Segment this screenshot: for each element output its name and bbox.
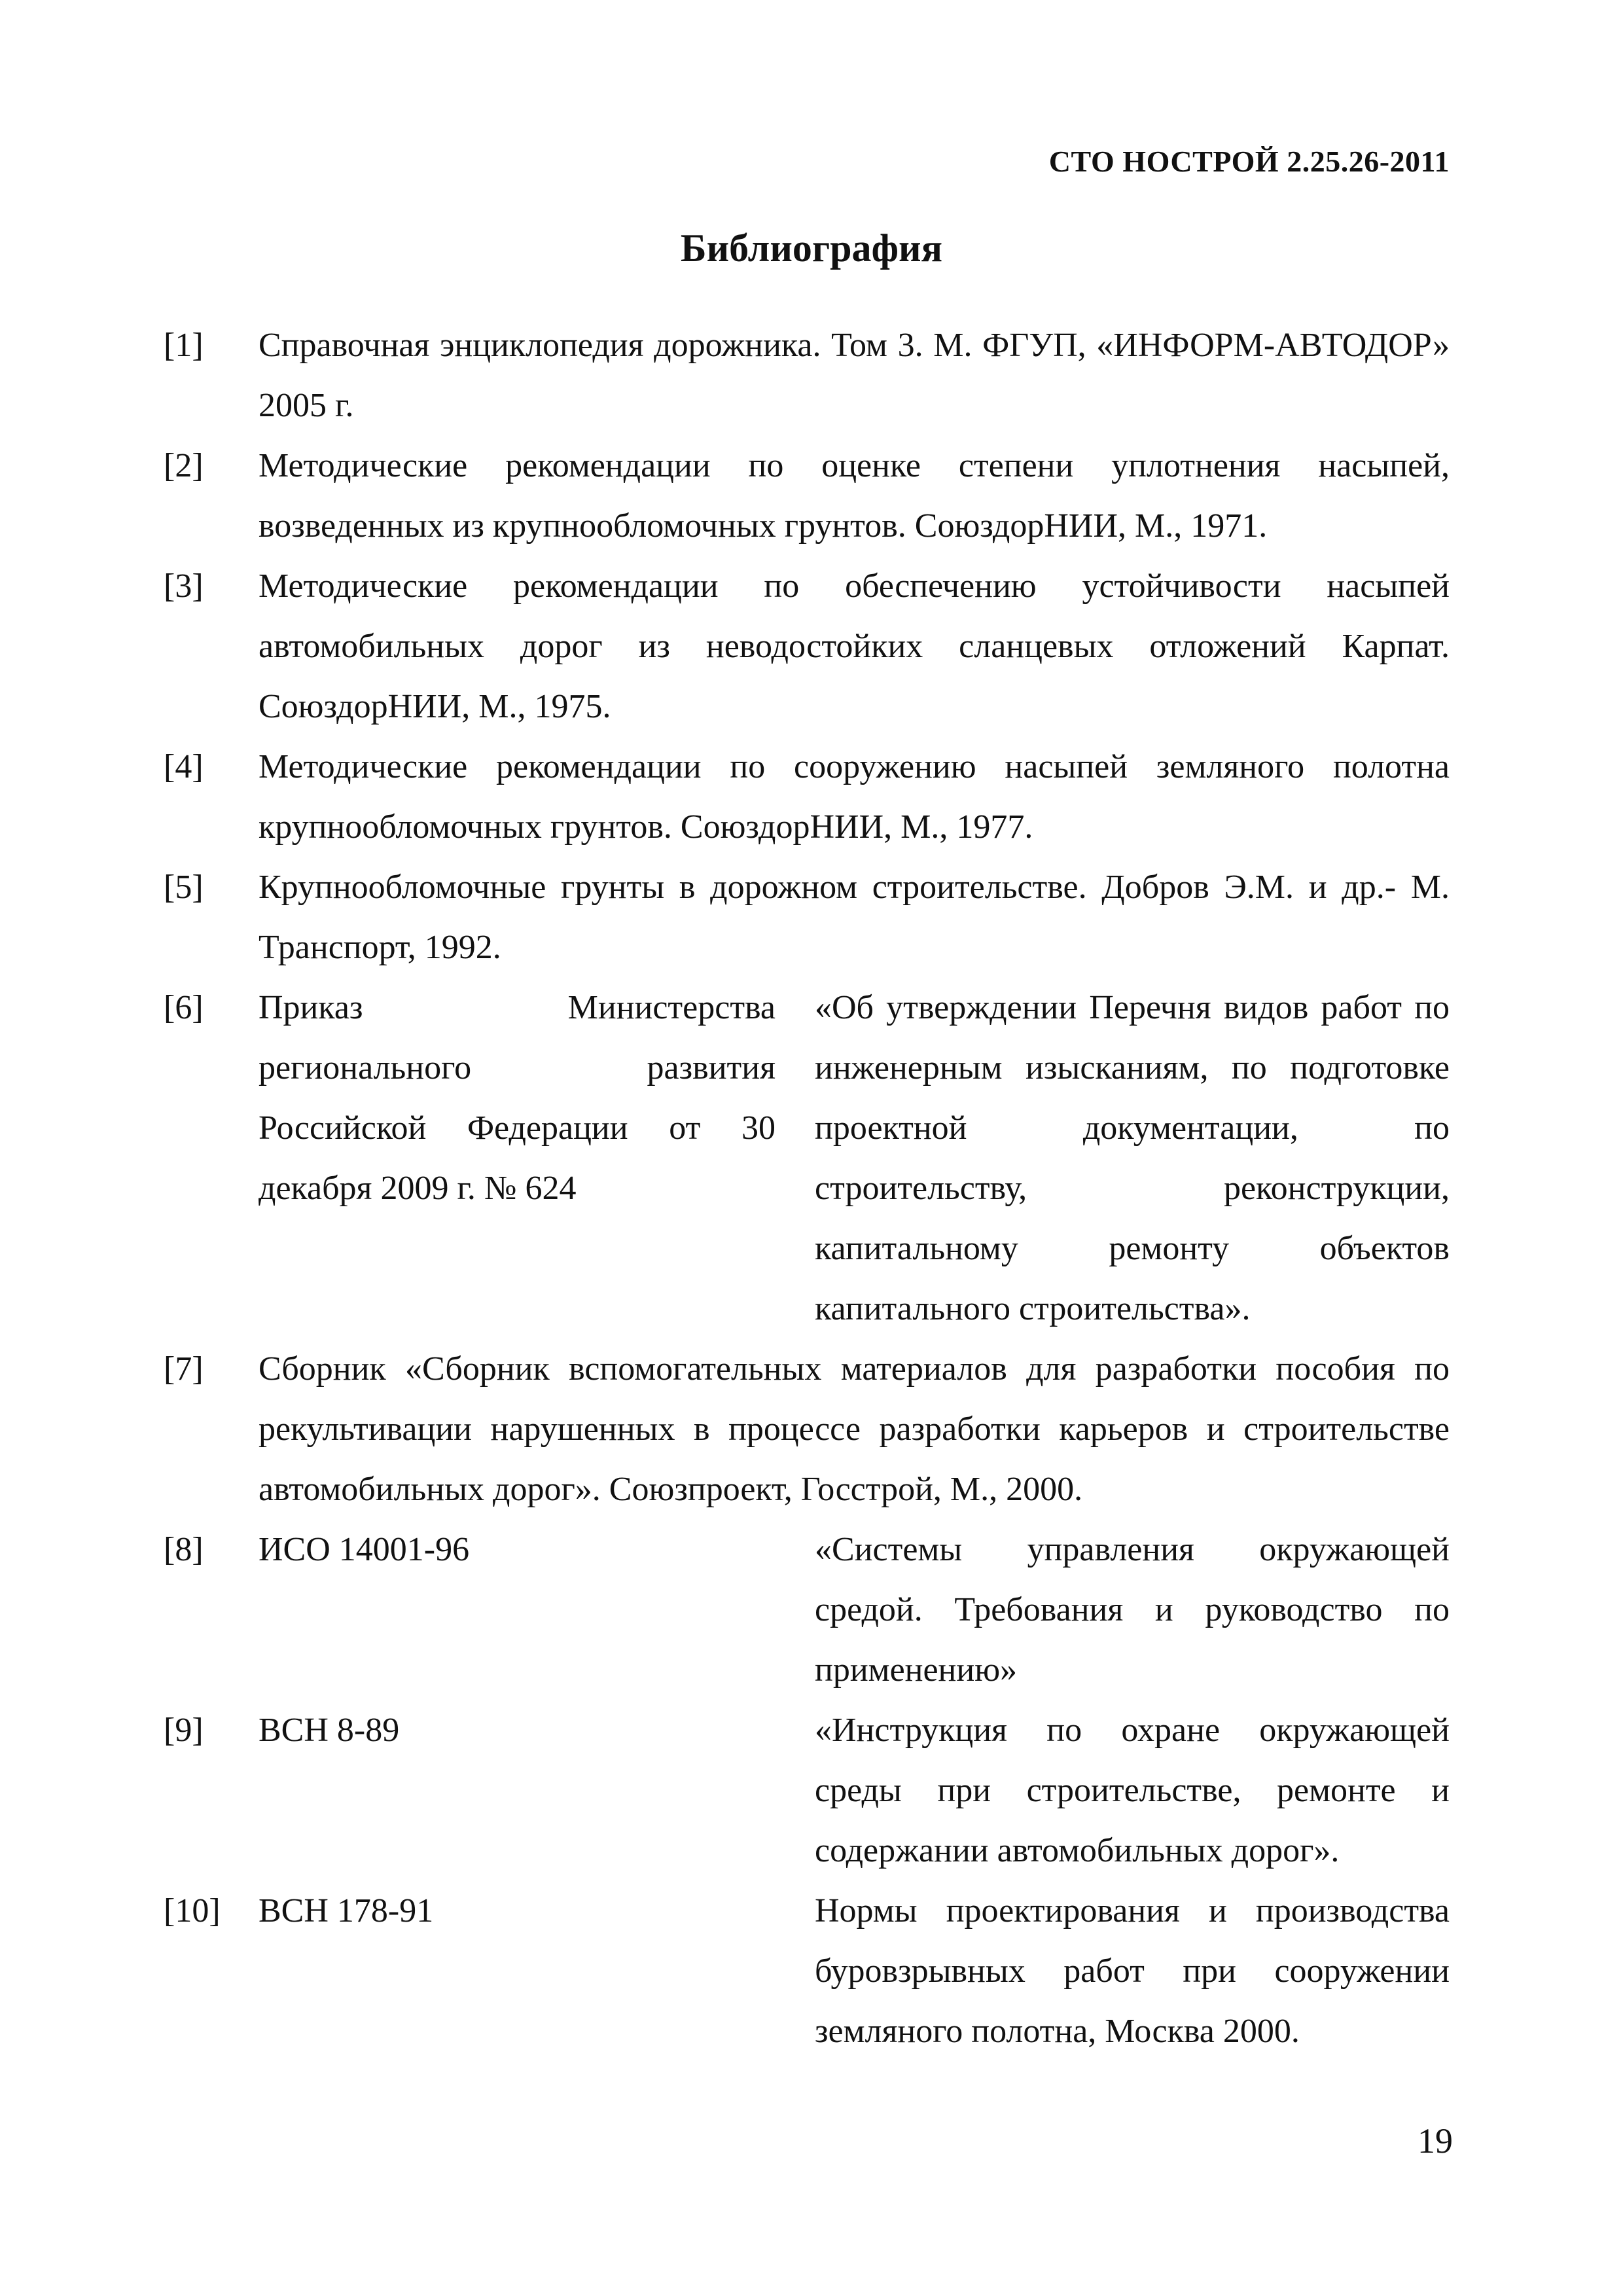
- entry-text: Методические рекомендации по сооружению насыпей земляного полотна крупнообломочных грунтов. СоюздорНИИ, М., 1977.: [259, 748, 1450, 846]
- entry-number: [1]: [164, 327, 204, 364]
- bibliography-entry-1: [164, 315, 1450, 436]
- bibliography-entry-8: [164, 1520, 1450, 1700]
- entry-number: [10]: [164, 1892, 221, 1929]
- entry-number: [2]: [164, 447, 204, 484]
- page-number: 19: [1418, 2121, 1453, 2161]
- entry-text: Сборник «Сборник вспомогательных материалов для разработки пособия по рекультивации нарушенных в процессе разработки карьеров и строительстве автомобильных дорог». Союзпроект, Госстрой, М., 2000.: [259, 1350, 1450, 1508]
- entry-document-title: Нормы проектирования и производства буровзрывных работ при сооружении земляного полотна, Москва 2000.: [815, 1892, 1450, 2050]
- entry-number: [7]: [164, 1350, 204, 1388]
- bibliography-entry-10: [164, 1881, 1450, 2062]
- entry-number: [3]: [164, 567, 204, 605]
- entry-number: [8]: [164, 1531, 204, 1568]
- entry-number: [5]: [164, 869, 204, 906]
- entry-number: [6]: [164, 989, 204, 1026]
- bibliography-entry-2: [164, 436, 1450, 556]
- entry-document-title: «Инструкция по охране окружающей среды при строительстве, ремонте и содержании автомобильных дорог».: [815, 1712, 1450, 1869]
- document-code-header: СТО НОСТРОЙ 2.25.26-2011: [1048, 145, 1450, 178]
- entry-number: [4]: [164, 748, 204, 785]
- entry-document-title: «Об утверждении Перечня видов работ по инженерным изысканиям, по подготовке проектной документации, по строительству, реконструкции, капитальному ремонту объектов капитального строительства».: [815, 989, 1450, 1327]
- entry-text: Крупнообломочные грунты в дорожном строительстве. Добров Э.М. и др.- М. Транспорт, 1992.: [259, 869, 1450, 966]
- bibliography-entry-4: [164, 737, 1450, 857]
- entry-text: Методические рекомендации по обеспечению устойчивости насыпей автомобильных дорог из неводостойких сланцевых отложений Карпат. СоюздорНИИ, М., 1975.: [259, 567, 1450, 725]
- entry-text: Справочная энциклопедия дорожника. Том 3. М. ФГУП, «ИНФОРМ-АВТОДОР» 2005 г.: [259, 327, 1450, 424]
- entry-document-designation: ИСО 14001-96: [259, 1531, 470, 1568]
- entry-text: Методические рекомендации по оценке степени уплотнения насыпей, возведенных из крупнообломочных грунтов. СоюздорНИИ, М., 1971.: [259, 447, 1450, 545]
- entry-document-designation: ВСН 8-89: [259, 1712, 400, 1749]
- page-title: Библиография: [680, 226, 943, 270]
- bibliography-entry-3: [164, 556, 1450, 737]
- bibliography-entry-7: [164, 1339, 1450, 1520]
- entry-document-designation: ВСН 178-91: [259, 1892, 434, 1929]
- bibliography-entry-5: [164, 857, 1450, 978]
- bibliography-list: [164, 315, 1450, 2062]
- bibliography-entry-6: [164, 978, 1450, 1339]
- bibliography-entry-9: [164, 1700, 1450, 1881]
- entry-document-designation: Приказ Министерства регионального развития Российской Федерации от 30 декабря 2009 г. № 624: [259, 989, 776, 1207]
- entry-document-title: «Системы управления окружающей средой. Требования и руководство по применению»: [815, 1531, 1450, 1689]
- entry-number: [9]: [164, 1712, 204, 1749]
